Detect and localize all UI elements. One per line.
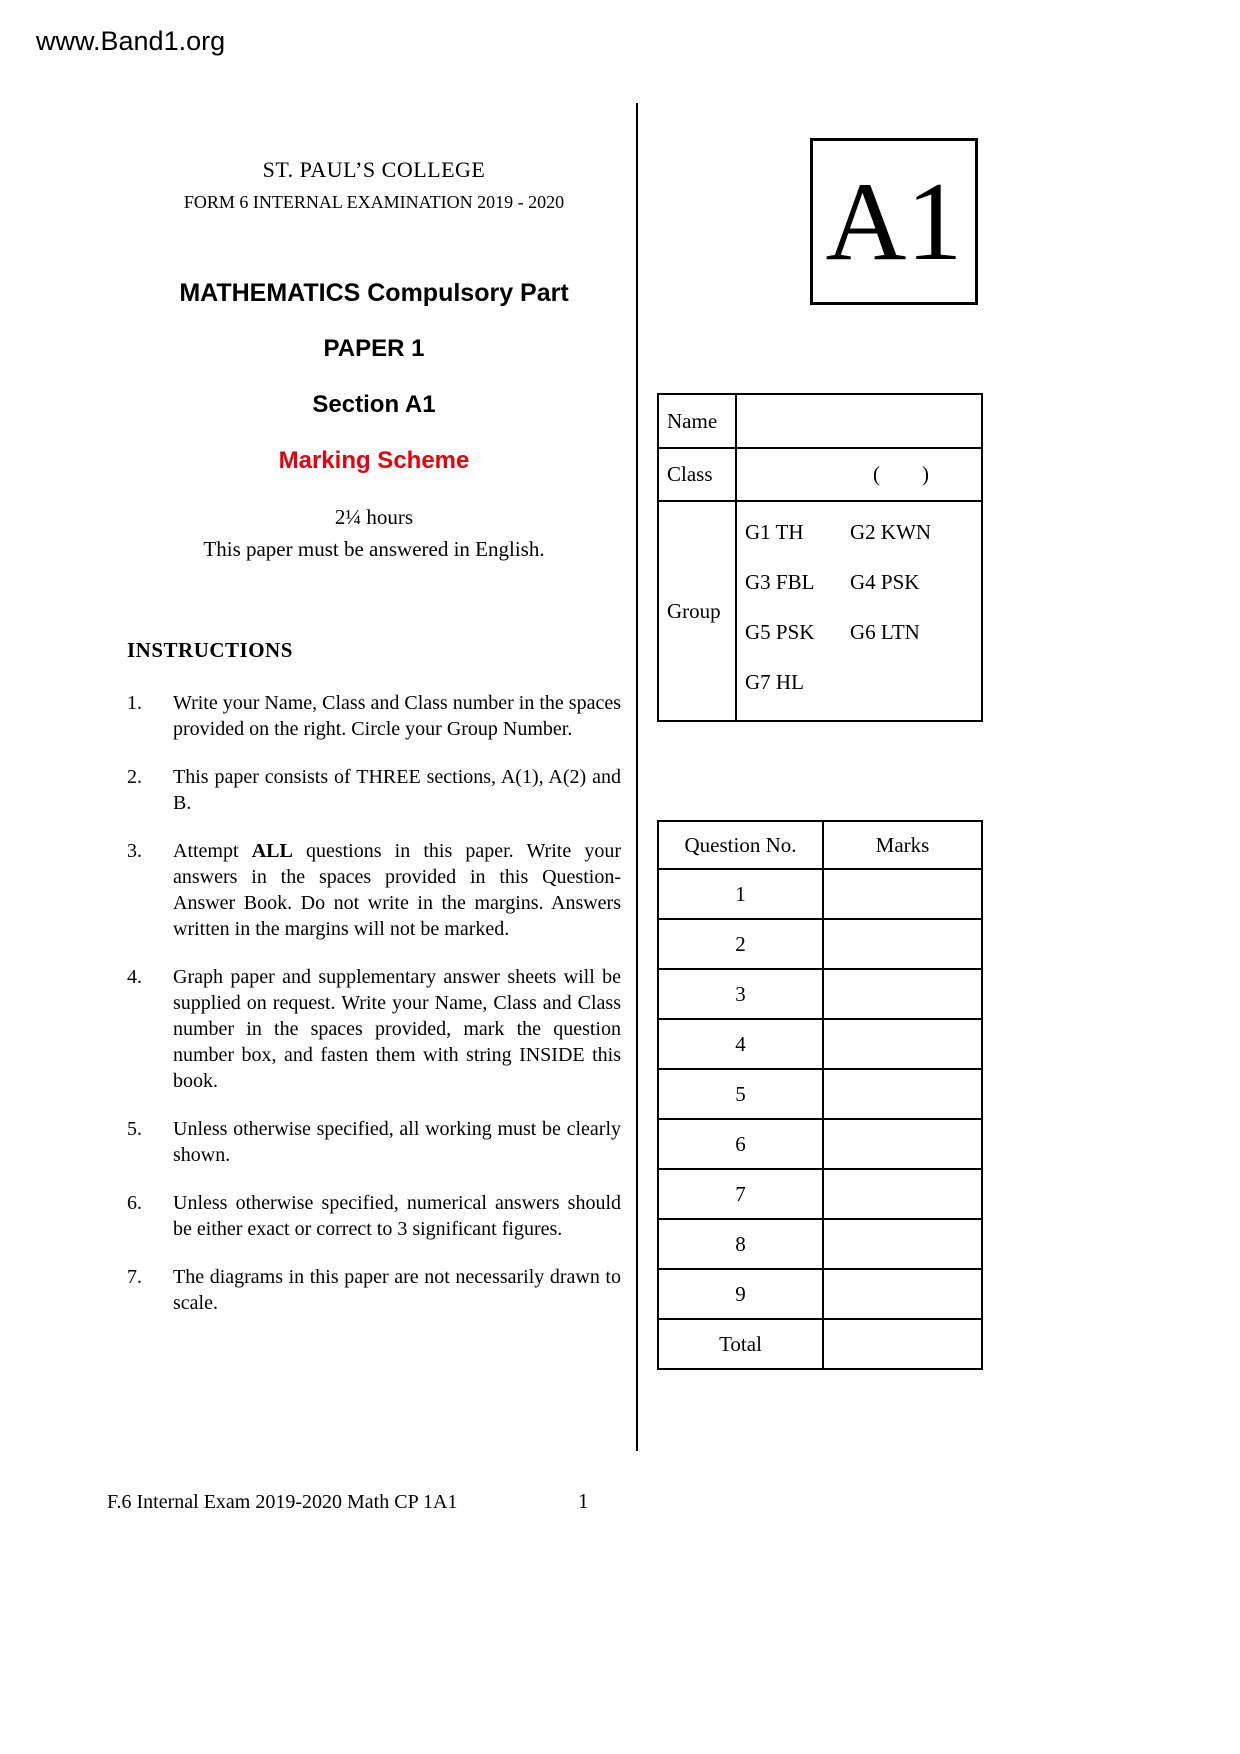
instruction-item [127, 764, 621, 816]
watermark-url: www.Band1.org [36, 26, 226, 56]
group-row [658, 501, 982, 721]
section-title: Section A1 [312, 391, 436, 418]
group-options-list [745, 507, 981, 707]
group-label: Group [658, 501, 736, 721]
name-input-cell[interactable] [736, 394, 982, 448]
marks-row [658, 869, 982, 919]
class-row [658, 448, 982, 501]
question-number-cell: 4 [658, 1019, 823, 1069]
marks-value-cell[interactable] [823, 1119, 982, 1169]
marks-value-cell[interactable] [823, 1319, 982, 1369]
marks-row [658, 919, 982, 969]
instruction-number: 4. [127, 966, 142, 988]
question-no-header: Question No. [658, 821, 823, 869]
marks-row [658, 969, 982, 1019]
column-divider-line [636, 103, 638, 1451]
instruction-item [127, 1264, 621, 1316]
group-option[interactable]: G3 FBL [745, 569, 815, 594]
marks-row [658, 1169, 982, 1219]
instructions-heading: INSTRUCTIONS [127, 638, 293, 662]
candidate-info-table [657, 393, 983, 722]
instruction-text: This paper consists of THREE sections, A(1), A(2) and B. [173, 766, 621, 814]
instruction-number: 3. [127, 840, 142, 862]
marks-value-cell[interactable] [823, 919, 982, 969]
instruction-number: 1. [127, 692, 142, 714]
group-option[interactable]: G1 TH [745, 519, 804, 544]
group-options-cell[interactable] [736, 501, 982, 721]
page-number: 1 [578, 1489, 589, 1513]
group-option[interactable]: G6 LTN [850, 619, 920, 644]
marks-value-cell[interactable] [823, 1169, 982, 1219]
instruction-text: Unless otherwise specified, numerical answers should be either exact or correct to 3 significant figures. [173, 1192, 621, 1240]
class-label: Class [658, 448, 736, 501]
instruction-text: Unless otherwise specified, all working must be clearly shown. [173, 1118, 621, 1166]
question-number-cell: 2 [658, 919, 823, 969]
group-option-line [745, 557, 981, 607]
group-option[interactable]: G4 PSK [850, 569, 920, 594]
college-name: ST. PAUL’S COLLEGE [262, 157, 486, 182]
language-note: This paper must be answered in English. [203, 537, 545, 561]
marks-value-cell[interactable] [823, 1019, 982, 1069]
marks-row [658, 1319, 982, 1369]
group-option-line [745, 507, 981, 557]
group-option[interactable]: G5 PSK [745, 619, 815, 644]
marks-header-row [658, 821, 982, 869]
instruction-text: Write your Name, Class and Class number in the spaces provided on the right. Circle your Group Number. [173, 692, 621, 740]
instruction-item [127, 1116, 621, 1168]
name-row [658, 394, 982, 448]
subject-title: MATHEMATICS Compulsory Part [179, 279, 569, 307]
question-number-cell: 6 [658, 1119, 823, 1169]
exam-duration: 2¼ hours [334, 505, 414, 529]
instruction-text: Graph paper and supplementary answer sheets will be supplied on request. Write your Name, Class and Class number in the spaces provided, mark the question number box, and fasten them with string INSIDE this book. [173, 966, 621, 1092]
instruction-item [127, 964, 621, 1094]
marks-row [658, 1219, 982, 1269]
instruction-text: The diagrams in this paper are not necessarily drawn to scale. [173, 1266, 621, 1314]
marks-table [657, 820, 983, 1370]
instruction-item [127, 838, 621, 942]
question-number-cell: 1 [658, 869, 823, 919]
marks-value-cell[interactable] [823, 1269, 982, 1319]
marks-value-cell[interactable] [823, 1219, 982, 1269]
group-option-line [745, 607, 981, 657]
instruction-number: 6. [127, 1192, 142, 1214]
question-number-cell: Total [658, 1319, 823, 1369]
marks-value-cell[interactable] [823, 969, 982, 1019]
instruction-number: 2. [127, 766, 142, 788]
marks-value-cell[interactable] [823, 1069, 982, 1119]
instruction-text: Attempt ALL questions in this paper. Write your answers in the spaces provided in this Question-Answer Book. Do not write in the margins. Answers written in the margins will not be marked. [173, 840, 621, 940]
marking-scheme-title: Marking Scheme [278, 447, 470, 474]
instruction-number: 7. [127, 1266, 142, 1288]
group-option[interactable]: G7 HL [745, 669, 804, 694]
question-number-cell: 7 [658, 1169, 823, 1219]
marks-row [658, 1069, 982, 1119]
marks-row [658, 1269, 982, 1319]
group-option-line [745, 657, 981, 707]
question-number-cell: 5 [658, 1069, 823, 1119]
name-label: Name [658, 394, 736, 448]
footer-exam-id: F.6 Internal Exam 2019-2020 Math CP 1A1 [107, 1491, 458, 1513]
instruction-item [127, 1190, 621, 1242]
instruction-number: 5. [127, 1118, 142, 1140]
section-badge-label: A1 [825, 159, 963, 284]
marks-row [658, 1019, 982, 1069]
paper-number: PAPER 1 [323, 335, 425, 362]
instruction-list [127, 690, 621, 1338]
instruction-item [127, 690, 621, 742]
marks-row [658, 1119, 982, 1169]
question-number-cell: 8 [658, 1219, 823, 1269]
marks-header: Marks [823, 821, 982, 869]
marks-value-cell[interactable] [823, 869, 982, 919]
class-input-cell[interactable]: ( ) [736, 448, 982, 501]
question-number-cell: 3 [658, 969, 823, 1019]
section-badge-box [810, 138, 978, 305]
group-option[interactable]: G2 KWN [850, 519, 932, 544]
exam-title: FORM 6 INTERNAL EXAMINATION 2019 - 2020 [183, 192, 565, 212]
question-number-cell: 9 [658, 1269, 823, 1319]
